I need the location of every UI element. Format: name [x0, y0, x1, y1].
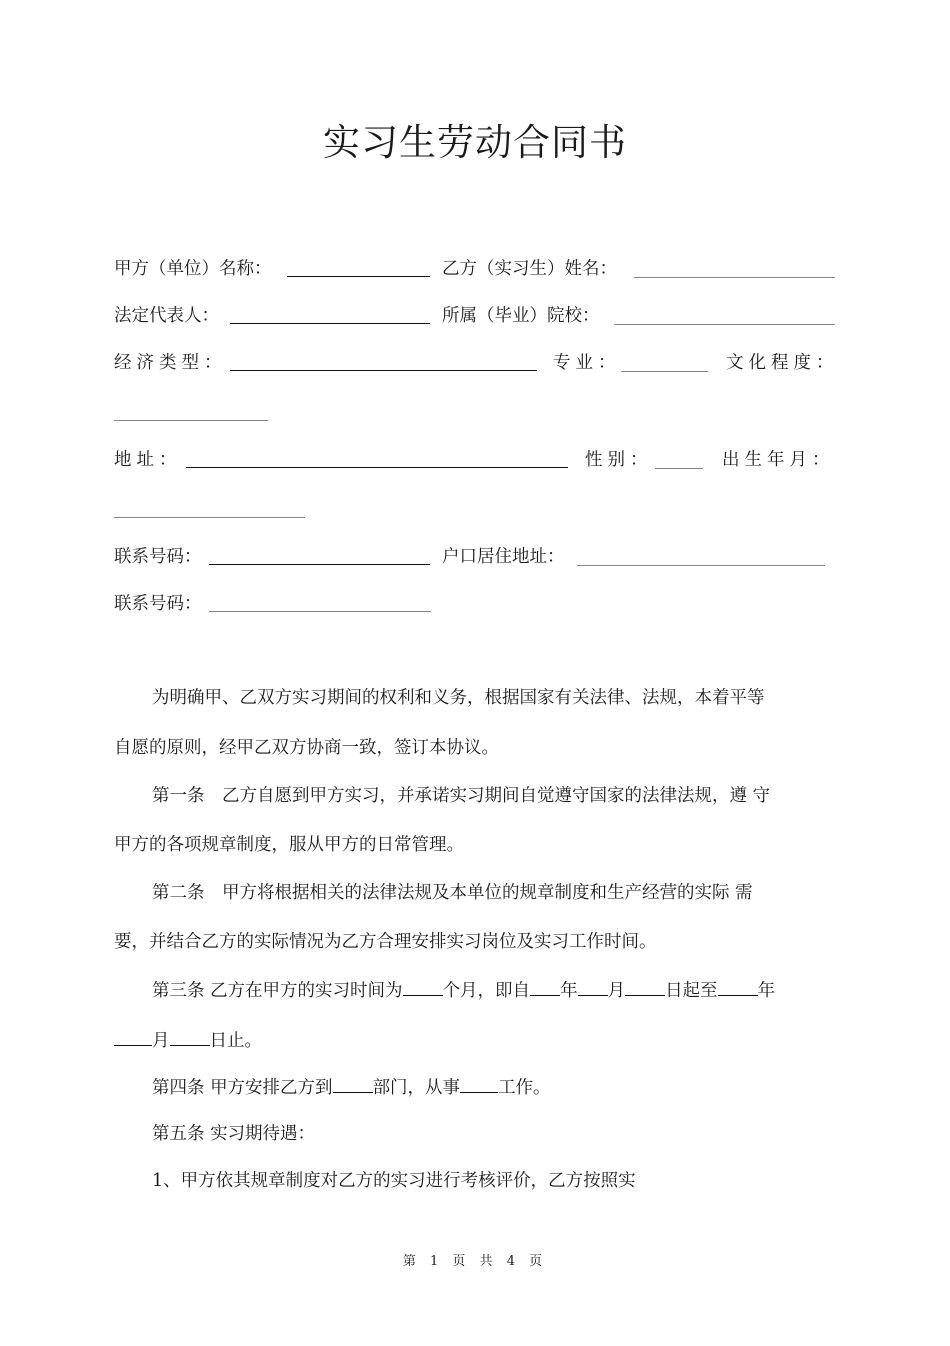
article-1-line-2: 甲方的各项规章制度，服从甲方的日常管理。 — [114, 835, 464, 855]
article-4-text-a: 第四条 甲方安排乙方到 — [152, 1078, 333, 1098]
phone-a-field[interactable] — [209, 564, 430, 565]
article-4-text-c: 工作。 — [498, 1078, 551, 1098]
article-2-line-2: 要，并结合乙方的实际情况为乙方合理安排实习岗位及实习工作时间。 — [114, 932, 657, 952]
start-day-blank[interactable] — [625, 977, 665, 996]
page-title: 实习生劳动合同书 — [323, 121, 627, 164]
gender-label: 性别： — [585, 450, 653, 470]
intro-line-2: 自愿的原则，经甲乙双方协商一致，签订本协议。 — [114, 738, 499, 758]
end-day-blank[interactable] — [170, 1027, 210, 1046]
start-year-blank[interactable] — [530, 977, 560, 996]
article-3-text-e: 日起至 — [665, 981, 718, 1001]
major-label: 专业： — [553, 353, 621, 373]
phone-b-label: 联系号码： — [114, 594, 202, 614]
address-label: 地址： — [114, 450, 182, 470]
party-b-name-label: 乙方（实习生）姓名： — [442, 259, 617, 279]
phone-b-field[interactable] — [209, 611, 431, 612]
article-1-line-1: 第一条 乙方自愿到甲方实习，并承诺实习期间自觉遵守国家的法律法规，遵 守 — [152, 786, 771, 806]
months-blank[interactable] — [403, 977, 443, 996]
school-label: 所属（毕业）院校： — [442, 306, 600, 326]
end-year-blank[interactable] — [718, 977, 758, 996]
education-label: 文化程度： — [726, 353, 839, 373]
school-field[interactable] — [614, 324, 835, 325]
work-blank[interactable] — [460, 1074, 498, 1093]
party-b-name-field[interactable] — [634, 277, 835, 278]
article-3-text-b: 个月，即自 — [442, 981, 531, 1001]
department-blank[interactable] — [333, 1074, 373, 1093]
party-a-name-field[interactable] — [287, 276, 430, 277]
party-a-name-label: 甲方（单位）名称： — [114, 259, 272, 279]
household-field[interactable] — [577, 565, 825, 566]
phone-a-label: 联系号码： — [114, 547, 202, 567]
article-3-line-1 — [152, 977, 874, 1003]
item-1-line: 1、甲方依其规章制度对乙方的实习进行考核评价，乙方按照实 — [152, 1171, 636, 1191]
birth-label: 出生年月： — [722, 450, 835, 470]
article-3-text-c: 年 — [560, 981, 578, 1001]
article-3-line-2 — [114, 1027, 836, 1053]
birth-field[interactable] — [114, 517, 305, 518]
education-field[interactable] — [114, 420, 268, 421]
econ-type-label: 经济类型： — [114, 353, 227, 373]
article-3-text-f: 年 — [757, 981, 776, 1001]
major-field[interactable] — [621, 371, 708, 372]
end-month-blank[interactable] — [114, 1027, 152, 1046]
legal-rep-label: 法定代表人： — [114, 306, 219, 326]
article-4-text-b: 部门，从事 — [372, 1078, 461, 1098]
gender-field[interactable] — [655, 468, 703, 469]
article-3-text-g: 月 — [152, 1031, 170, 1051]
article-3-text-d: 月 — [607, 981, 626, 1001]
econ-type-field[interactable] — [230, 370, 537, 371]
start-month-blank[interactable] — [578, 977, 608, 996]
intro-line-1: 为明确甲、乙双方实习期间的权利和义务，根据国家有关法律、法规，本着平等 — [152, 688, 765, 708]
legal-rep-field[interactable] — [230, 323, 430, 324]
article-2-line-1: 第二条 甲方将根据相关的法律法规及本单位的规章制度和生产经营的实际 需 — [152, 883, 753, 903]
article-3-text-h: 日止。 — [209, 1031, 262, 1051]
household-label: 户口居住地址： — [442, 547, 565, 567]
article-5-line: 第五条 实习期待遇： — [152, 1124, 316, 1144]
page-footer: 第 1 页 共 4 页 — [402, 1254, 548, 1269]
article-3-text-a: 第三条 乙方在甲方的实习时间为 — [152, 981, 403, 1001]
article-4-line — [152, 1074, 874, 1100]
address-field[interactable] — [186, 467, 568, 468]
